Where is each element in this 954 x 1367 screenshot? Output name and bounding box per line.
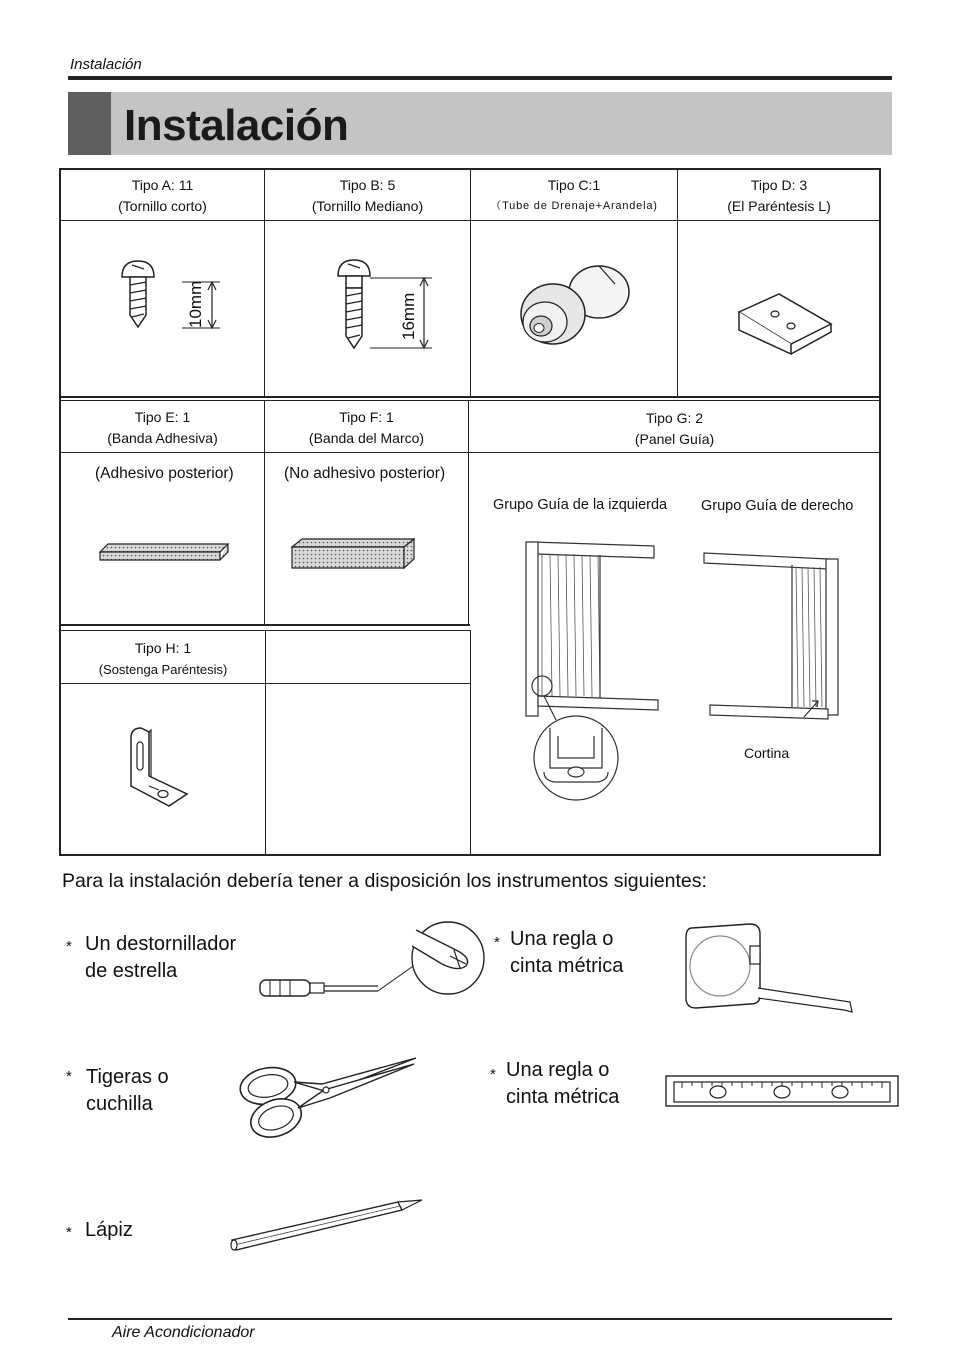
header-rule bbox=[68, 76, 892, 80]
curtain-label: Cortina bbox=[744, 745, 790, 761]
l-bracket-icon bbox=[735, 292, 835, 357]
table-rule bbox=[470, 630, 471, 855]
part-a-label: Tipo A: 11 (Tornillo corto) bbox=[118, 177, 207, 214]
section-header: Instalación bbox=[70, 56, 142, 73]
tool-pencil-label: Lápiz bbox=[85, 1219, 133, 1241]
frame-strip-icon bbox=[290, 537, 418, 571]
part-h-label: Tipo H: 1 (Sostenga Paréntesis) bbox=[98, 640, 228, 677]
holder-bracket-icon bbox=[125, 724, 195, 809]
instructions-heading: Para la instalación debería tener a disposición los instrumentos siguientes: bbox=[62, 870, 707, 892]
part-e-note: (Adhesivo posterior) bbox=[95, 465, 234, 482]
pencil-icon bbox=[228, 1196, 426, 1256]
table-rule bbox=[60, 452, 880, 453]
bullet-asterisk: * bbox=[66, 938, 72, 955]
svg-text:16mm: 16mm bbox=[399, 292, 418, 340]
bullet-asterisk: * bbox=[490, 1066, 496, 1083]
part-b-label: Tipo B: 5 (Tornillo Mediano) bbox=[311, 177, 424, 214]
footer-rule bbox=[68, 1318, 892, 1320]
scissors-icon bbox=[238, 1054, 420, 1142]
ruler-icon bbox=[662, 1070, 902, 1110]
left-guide-group-label: Grupo Guía de la izquierda bbox=[493, 497, 668, 513]
tool-ruler-label: Una regla o cinta métrica bbox=[506, 1059, 620, 1108]
svg-text:10mm: 10mm bbox=[186, 280, 205, 328]
page-title: Instalación bbox=[124, 101, 349, 150]
part-f-note: (No adhesivo posterior) bbox=[284, 465, 446, 482]
part-c-label: Tipo C:1 （Tube de Drenaje+Arandela) bbox=[490, 177, 658, 212]
title-accent-block bbox=[68, 92, 111, 155]
bullet-asterisk: * bbox=[66, 1068, 72, 1085]
part-g-label: Tipo G: 2 (Panel Guía) bbox=[634, 410, 715, 447]
table-rule bbox=[265, 630, 266, 855]
tool-scissors-label: Tigeras o cuchilla bbox=[86, 1066, 169, 1115]
part-f-label: Tipo F: 1 (Banda del Marco) bbox=[308, 409, 425, 446]
left-guide-panel-icon bbox=[514, 536, 664, 806]
short-screw-icon bbox=[110, 255, 230, 355]
adhesive-strip-icon bbox=[98, 542, 232, 564]
medium-screw-icon bbox=[330, 258, 450, 358]
tool-screwdriver-label: Un destornillador de estrella bbox=[85, 933, 237, 982]
table-rule bbox=[60, 624, 470, 626]
table-rule bbox=[60, 400, 880, 401]
right-guide-group-label: Grupo Guía de derecho bbox=[701, 498, 854, 514]
tool-tape-label: Una regla o cinta métrica bbox=[510, 928, 624, 977]
tape-measure-icon bbox=[680, 918, 860, 1018]
part-e-label: Tipo E: 1 (Banda Adhesiva) bbox=[107, 409, 218, 446]
bullet-asterisk: * bbox=[66, 1224, 72, 1241]
part-d-label: Tipo D: 3 (El Paréntesis L) bbox=[727, 177, 831, 214]
drain-tube-washer-icon bbox=[515, 262, 640, 357]
footer-text: Aire Acondicionador bbox=[112, 1324, 255, 1341]
right-guide-panel-icon bbox=[700, 547, 845, 727]
bullet-asterisk: * bbox=[494, 934, 500, 951]
screwdriver-icon bbox=[256, 920, 491, 1002]
